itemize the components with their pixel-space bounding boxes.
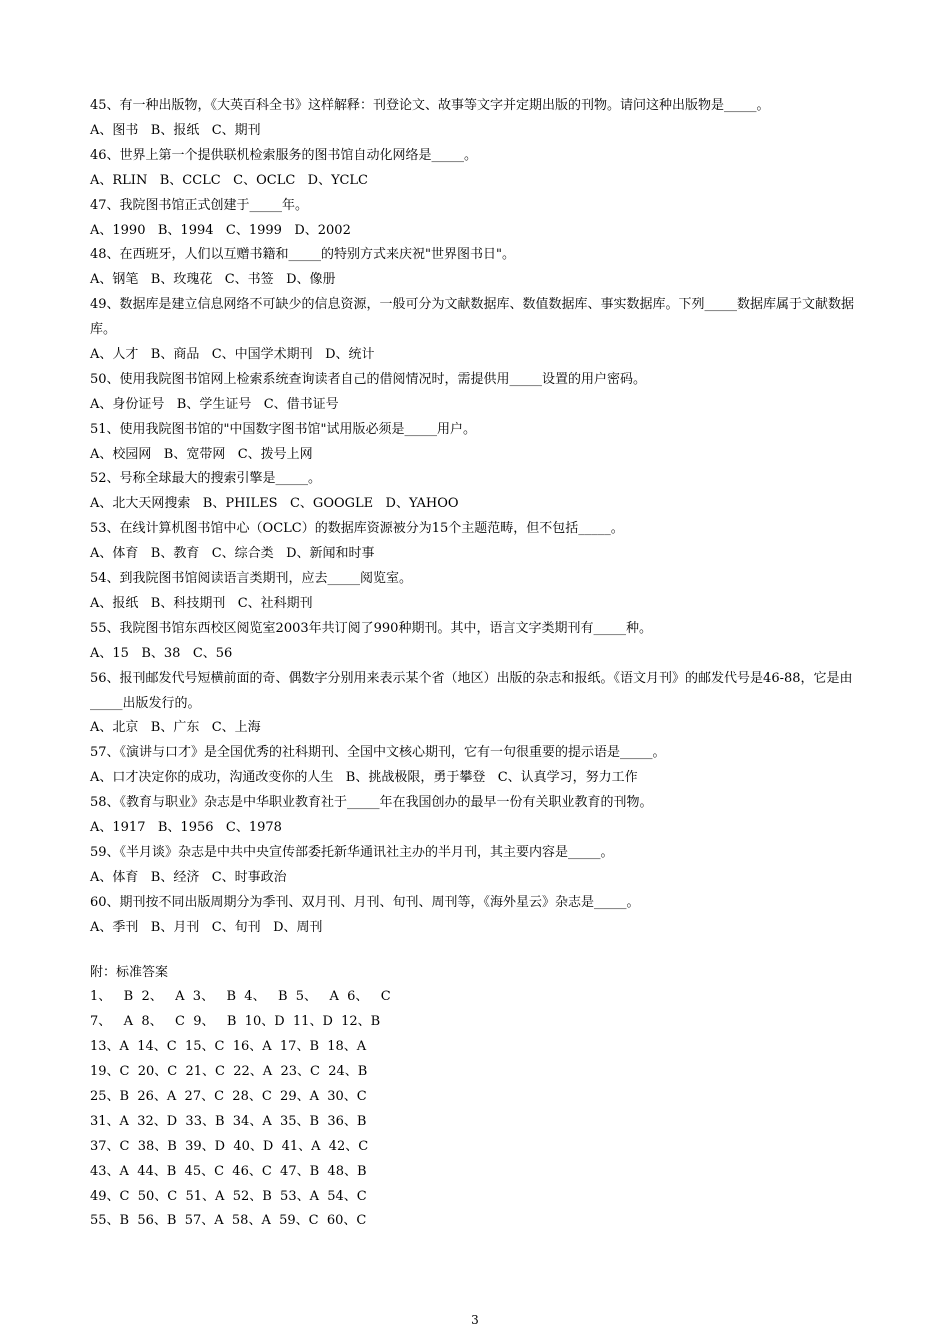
answer-row: 7、 A 8、 C 9、 B 10、D 11、D 12、B	[90, 1014, 381, 1030]
question-text: 55、我院图书馆东西校区阅览室2003年共订阅了990种期刊。其中，语言文字类期刊有_____种。	[90, 620, 652, 636]
answer-row: 37、C 38、B 39、D 40、D 41、A 42、C	[90, 1138, 369, 1154]
question-text: 54、到我院图书馆阅读语言类期刊，应去_____阅览室。	[90, 571, 413, 587]
answer-options: A、1990 B、1994 C、1999 D、2002	[90, 222, 351, 238]
answer-row: 31、A 32、D 33、B 34、A 35、B 36、B	[90, 1113, 367, 1129]
answer-options: A、钢笔 B、玫瑰花 C、书签 D、像册	[90, 272, 336, 288]
question-60	[90, 891, 870, 941]
answer-row: 19、C 20、C 21、C 22、A 23、C 24、B	[90, 1064, 368, 1080]
answer-row: 13、A 14、C 15、C 16、A 17、B 18、A	[90, 1039, 367, 1055]
question-text: 57、《演讲与口才》是全国优秀的社科期刊、全国中文核心期刊，它有一句很重要的提示语是_____。	[90, 745, 666, 761]
question-text: 60、期刊按不同出版周期分为季刊、双月刊、月刊、旬刊、周刊等，《海外星云》杂志是_____。	[90, 894, 640, 910]
question-51	[90, 418, 870, 468]
answer-options: A、人才 B、商品 C、中国学术期刊 D、统计	[90, 347, 375, 362]
question-47	[90, 194, 870, 244]
question-text: 48、在西班牙，人们以互赠书籍和_____的特别方式来庆祝"世界图书日"。	[90, 247, 516, 263]
answer-options: A、身份证号 B、学生证号 C、借书证号	[90, 396, 339, 412]
answer-row: 49、C 50、C 51、A 52、B 53、A 54、C	[90, 1188, 367, 1204]
question-57	[90, 741, 870, 791]
answer-options: A、北京 B、广东 C、上海	[90, 720, 261, 736]
question-text: 56、报刊邮发代号短横前面的奇、偶数字分别用来表示某个省（地区）出版的杂志和报纸。《语文月刊》的邮发代号是46-88，它是由_____出版发行的。	[90, 670, 853, 711]
answer-row: 1、 B 2、 A 3、 B 4、 B 5、 A 6、 C	[90, 989, 391, 1005]
question-text: 51、使用我院图书馆的"中国数字图书馆"试用版必须是_____用户。	[90, 421, 477, 437]
question-54	[90, 567, 870, 617]
answer-options: A、校园网 B、宽带网 C、拨号上网	[90, 446, 313, 462]
answer-options: A、1917 B、1956 C、1978	[90, 820, 282, 836]
section-gap	[90, 941, 870, 961]
question-58	[90, 791, 870, 841]
answer-options: A、北大天网搜索 B、PHILES C、GOOGLE D、YAHOO	[90, 496, 459, 512]
answer-options: A、报纸 B、科技期刊 C、社科期刊	[90, 595, 313, 611]
answer-row: 55、B 56、B 57、A 58、A 59、C 60、C	[90, 1213, 367, 1229]
question-text: 50、使用我院图书馆网上检索系统查询读者自己的借阅情况时，需提供用_____设置的用户密码。	[90, 371, 647, 387]
answer-options: A、体育 B、教育 C、综合类 D、新闻和时事	[90, 546, 375, 562]
question-45	[90, 94, 870, 144]
question-text: 53、在线计算机图书馆中心（OCLC）的数据库资源被分为15个主题范畴，但不包括_____。	[90, 521, 624, 537]
answer-row: 25、B 26、A 27、C 28、C 29、A 30、C	[90, 1089, 367, 1105]
answer-options: A、图书 B、报纸 C、期刊	[90, 122, 261, 138]
question-46	[90, 144, 870, 194]
question-50	[90, 368, 870, 418]
question-text: 49、数据库是建立信息网络不可缺少的信息资源，一般可分为文献数据库、数值数据库、事实数据库。下列_____数据库属于文献数据库。	[90, 297, 855, 338]
question-text: 58、《教育与职业》杂志是中华职业教育社于_____年在我国创办的最早一份有关职业教育的刊物。	[90, 795, 653, 811]
question-list	[90, 94, 870, 941]
page-number: 3	[471, 1313, 479, 1327]
answer-row: 43、A 44、B 45、C 46、C 47、B 48、B	[90, 1163, 367, 1179]
question-text: 52、号称全球最大的搜索引擎是_____。	[90, 471, 322, 487]
question-49	[90, 293, 870, 368]
answer-options: A、口才决定你的成功，沟通改变你的人生 B、挑战极限，勇于攀登 C、认真学习，努力工作	[90, 770, 638, 786]
question-48	[90, 243, 870, 293]
question-text: 59、《半月谈》杂志是中共中央宣传部委托新华通讯社主办的半月刊，其主要内容是_____。	[90, 844, 614, 860]
answer-key	[90, 961, 870, 1235]
answer-options: A、15 B、38 C、56	[90, 645, 233, 661]
question-52	[90, 467, 870, 517]
question-text: 46、世界上第一个提供联机检索服务的图书馆自动化网络是_____。	[90, 147, 478, 163]
answer-options: A、RLIN B、CCLC C、OCLC D、YCLC	[90, 172, 368, 188]
answer-key-title: 附：标准答案	[90, 964, 169, 980]
question-59	[90, 841, 870, 891]
question-56	[90, 667, 870, 742]
document-page	[90, 94, 870, 1234]
question-text: 45、有一种出版物，《大英百科全书》这样解释：刊登论文、故事等文字并定期出版的刊物。请问这种出版物是_____。	[90, 98, 770, 113]
question-53	[90, 517, 870, 567]
answer-options: A、季刊 B、月刊 C、旬刊 D、周刊	[90, 919, 323, 935]
answer-options: A、体育 B、经济 C、时事政治	[90, 869, 287, 885]
question-55	[90, 617, 870, 667]
question-text: 47、我院图书馆正式创建于_____年。	[90, 197, 309, 213]
